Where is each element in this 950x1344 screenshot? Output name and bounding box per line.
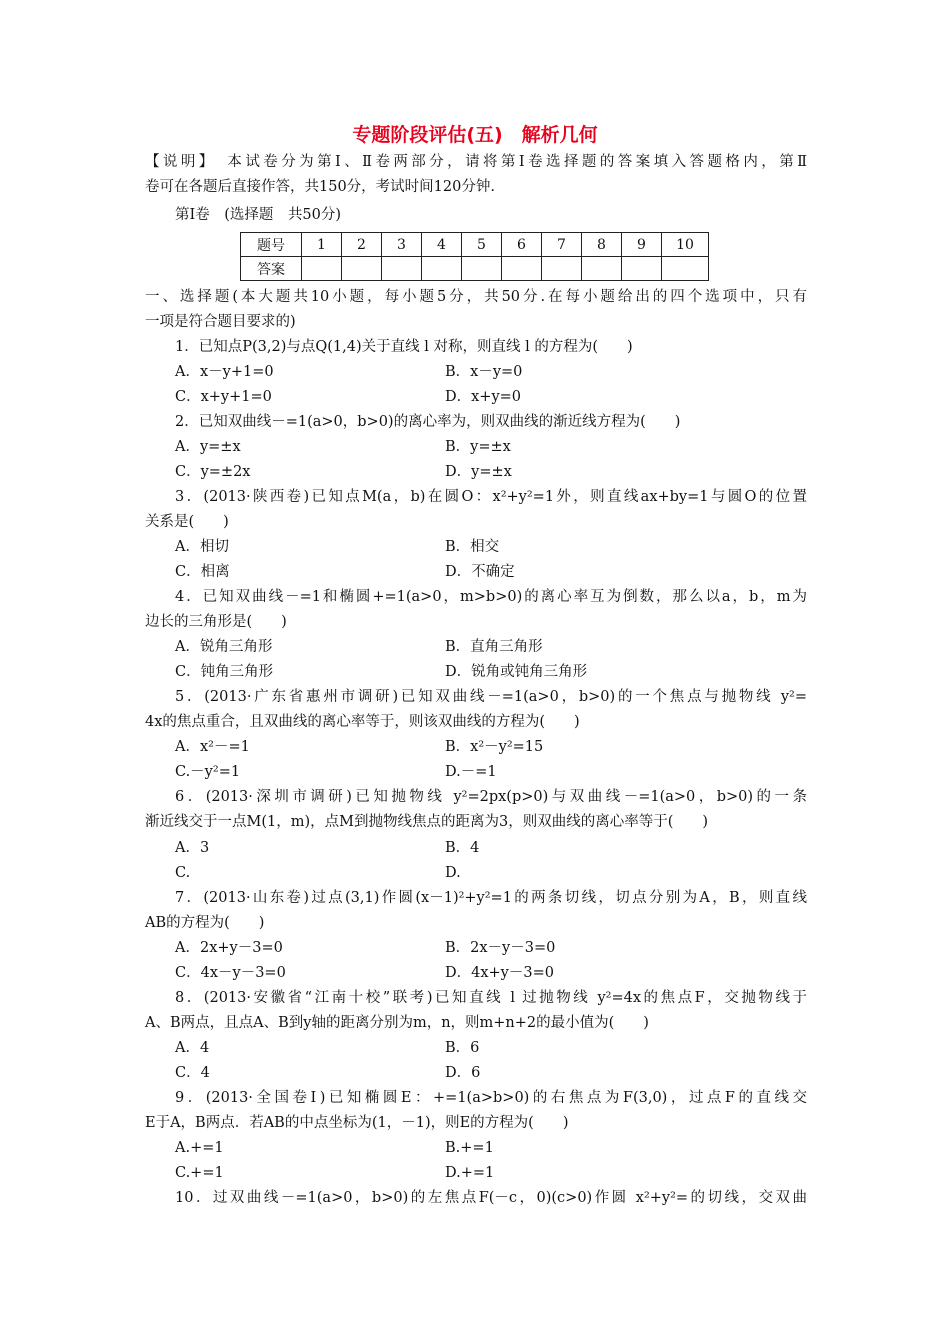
table-cell: 1 bbox=[302, 233, 342, 257]
question-8-stem-2: A、B两点，且点A、B到y轴的距离分别为m，n，则m+n+2的最小值为( ) bbox=[145, 1015, 649, 1031]
question-6-option-d: D. bbox=[445, 865, 461, 881]
question-1-stem: 1．已知点P(3,2)与点Q(1,4)关于直线 l 对称，则直线 l 的方程为( ) bbox=[175, 339, 633, 355]
table-row bbox=[241, 233, 709, 257]
question-6-stem-2: 渐近线交于一点M(1，m)，点M到抛物线焦点的距离为3，则双曲线的离心率等于( ) bbox=[145, 814, 709, 830]
question-5-option-a: A．x²－=1 bbox=[175, 739, 250, 755]
question-7-stem-2: AB的方程为( ) bbox=[145, 915, 265, 931]
question-4-option-a: A．锐角三角形 bbox=[175, 639, 273, 655]
answer-cell[interactable] bbox=[422, 257, 462, 281]
table-header-number: 题号 bbox=[241, 233, 302, 257]
answer-cell[interactable] bbox=[622, 257, 662, 281]
question-8-option-b: B．6 bbox=[445, 1040, 480, 1056]
question-5-stem-1: 5．(2013·广东省惠州市调研)已知双曲线－=1(a>0，b>0)的一个焦点与抛物线 y²= bbox=[175, 689, 807, 705]
question-1-option-b: B．x－y=0 bbox=[445, 364, 523, 380]
question-8-stem-1: 8．(2013·安徽省“江南十校”联考)已知直线 l 过抛物线 y²=4x的焦点F，交抛物线于 bbox=[175, 990, 807, 1006]
question-5-option-d: D.－=1 bbox=[445, 764, 497, 780]
question-2-option-a: A．y=±x bbox=[175, 439, 241, 455]
question-2-option-b: B．y=±x bbox=[445, 439, 511, 455]
question-7-option-c: C．4x－y－3=0 bbox=[175, 965, 286, 981]
question-4-stem-1: 4．已知双曲线－=1和椭圆+=1(a>0，m>b>0)的离心率互为倒数，那么以a，b，m为 bbox=[175, 589, 807, 605]
table-cell: 5 bbox=[462, 233, 502, 257]
question-9-stem-1: 9．(2013·全国卷Ⅰ)已知椭圆E：+=1(a>b>0)的右焦点为F(3,0)，过点F的直线交 bbox=[175, 1090, 807, 1106]
table-cell: 7 bbox=[542, 233, 582, 257]
question-2-option-c: C．y=±2x bbox=[175, 464, 251, 480]
intro-line-2: 卷可在各题后直接作答，共150分，考试时间120分钟. bbox=[145, 179, 495, 195]
question-1-option-a: A．x－y+1=0 bbox=[175, 364, 274, 380]
table-row bbox=[241, 257, 709, 281]
answer-cell[interactable] bbox=[542, 257, 582, 281]
answer-cell[interactable] bbox=[382, 257, 422, 281]
question-5-option-c: C.－y²=1 bbox=[175, 764, 241, 780]
answer-cell[interactable] bbox=[462, 257, 502, 281]
question-5-option-b: B．x²－y²=15 bbox=[445, 739, 544, 755]
question-3-option-b: B．相交 bbox=[445, 539, 500, 555]
question-7-option-a: A．2x+y－3=0 bbox=[175, 940, 283, 956]
question-1-option-d: D．x+y=0 bbox=[445, 389, 522, 405]
question-4-option-b: B．直角三角形 bbox=[445, 639, 543, 655]
table-header-answer: 答案 bbox=[241, 257, 302, 281]
intro-line-1: 【说明】 本试卷分为第Ⅰ、Ⅱ卷两部分，请将第Ⅰ卷选择题的答案填入答题格内，第Ⅱ bbox=[145, 154, 807, 170]
answer-cell[interactable] bbox=[302, 257, 342, 281]
table-cell: 10 bbox=[662, 233, 709, 257]
question-6-option-b: B．4 bbox=[445, 840, 480, 856]
table-cell: 9 bbox=[622, 233, 662, 257]
section-line-2: 一项是符合题目要求的) bbox=[145, 314, 296, 330]
answer-cell[interactable] bbox=[662, 257, 709, 281]
question-9-option-b: B.+=1 bbox=[445, 1140, 494, 1156]
table-cell: 6 bbox=[502, 233, 542, 257]
question-6-option-a: A．3 bbox=[175, 840, 210, 856]
question-5-stem-2: 4x的焦点重合，且双曲线的离心率等于，则该双曲线的方程为( ) bbox=[145, 714, 580, 730]
table-cell: 3 bbox=[382, 233, 422, 257]
question-6-option-c: C. bbox=[175, 865, 191, 881]
question-1-option-c: C．x+y+1=0 bbox=[175, 389, 272, 405]
question-6-stem-1: 6．(2013·深圳市调研)已知抛物线 y²=2px(p>0)与双曲线－=1(a>0，b>0)的一条 bbox=[175, 789, 807, 805]
question-9-option-c: C.+=1 bbox=[175, 1165, 224, 1181]
table-cell: 4 bbox=[422, 233, 462, 257]
question-3-option-a: A．相切 bbox=[175, 539, 229, 555]
question-9-stem-2: E于A，B两点．若AB的中点坐标为(1，－1)，则E的方程为( ) bbox=[145, 1115, 569, 1131]
part-title: 第Ⅰ卷 (选择题 共50分) bbox=[175, 207, 341, 223]
table-cell: 2 bbox=[342, 233, 382, 257]
answer-cell[interactable] bbox=[342, 257, 382, 281]
page-title: 专题阶段评估(五) 解析几何 bbox=[352, 124, 598, 146]
question-2-option-d: D．y=±x bbox=[445, 464, 512, 480]
question-9-option-a: A.+=1 bbox=[175, 1140, 224, 1156]
question-9-option-d: D.+=1 bbox=[445, 1165, 495, 1181]
question-2-stem: 2．已知双曲线－=1(a>0，b>0)的离心率为，则双曲线的渐近线方程为( ) bbox=[175, 414, 681, 430]
question-10-stem-1: 10．过双曲线－=1(a>0，b>0)的左焦点F(－c，0)(c>0)作圆 x²+y²=的切线，交双曲 bbox=[175, 1190, 807, 1206]
question-8-option-c: C．4 bbox=[175, 1065, 210, 1081]
question-4-option-d: D．锐角或钝角三角形 bbox=[445, 664, 588, 680]
question-8-option-a: A．4 bbox=[175, 1040, 210, 1056]
answer-cell[interactable] bbox=[502, 257, 542, 281]
table-cell: 8 bbox=[582, 233, 622, 257]
question-4-stem-2: 边长的三角形是( ) bbox=[145, 614, 287, 630]
question-8-option-d: D．6 bbox=[445, 1065, 481, 1081]
question-3-option-d: D．不确定 bbox=[445, 564, 515, 580]
question-4-option-c: C．钝角三角形 bbox=[175, 664, 274, 680]
question-7-option-d: D．4x+y－3=0 bbox=[445, 965, 554, 981]
question-7-option-b: B．2x－y－3=0 bbox=[445, 940, 556, 956]
question-3-stem-1: 3．(2013·陕西卷)已知点M(a，b)在圆O：x²+y²=1外，则直线ax+by=1与圆O的位置 bbox=[175, 489, 807, 505]
question-3-option-c: C．相离 bbox=[175, 564, 230, 580]
question-3-stem-2: 关系是( ) bbox=[145, 514, 229, 530]
section-line-1: 一、选择题(本大题共10小题，每小题5分，共50分.在每小题给出的四个选项中，只有 bbox=[145, 289, 807, 305]
answer-table bbox=[240, 232, 709, 281]
question-7-stem-1: 7．(2013·山东卷)过点(3,1)作圆(x－1)²+y²=1的两条切线，切点分别为A，B，则直线 bbox=[175, 890, 807, 906]
answer-cell[interactable] bbox=[582, 257, 622, 281]
